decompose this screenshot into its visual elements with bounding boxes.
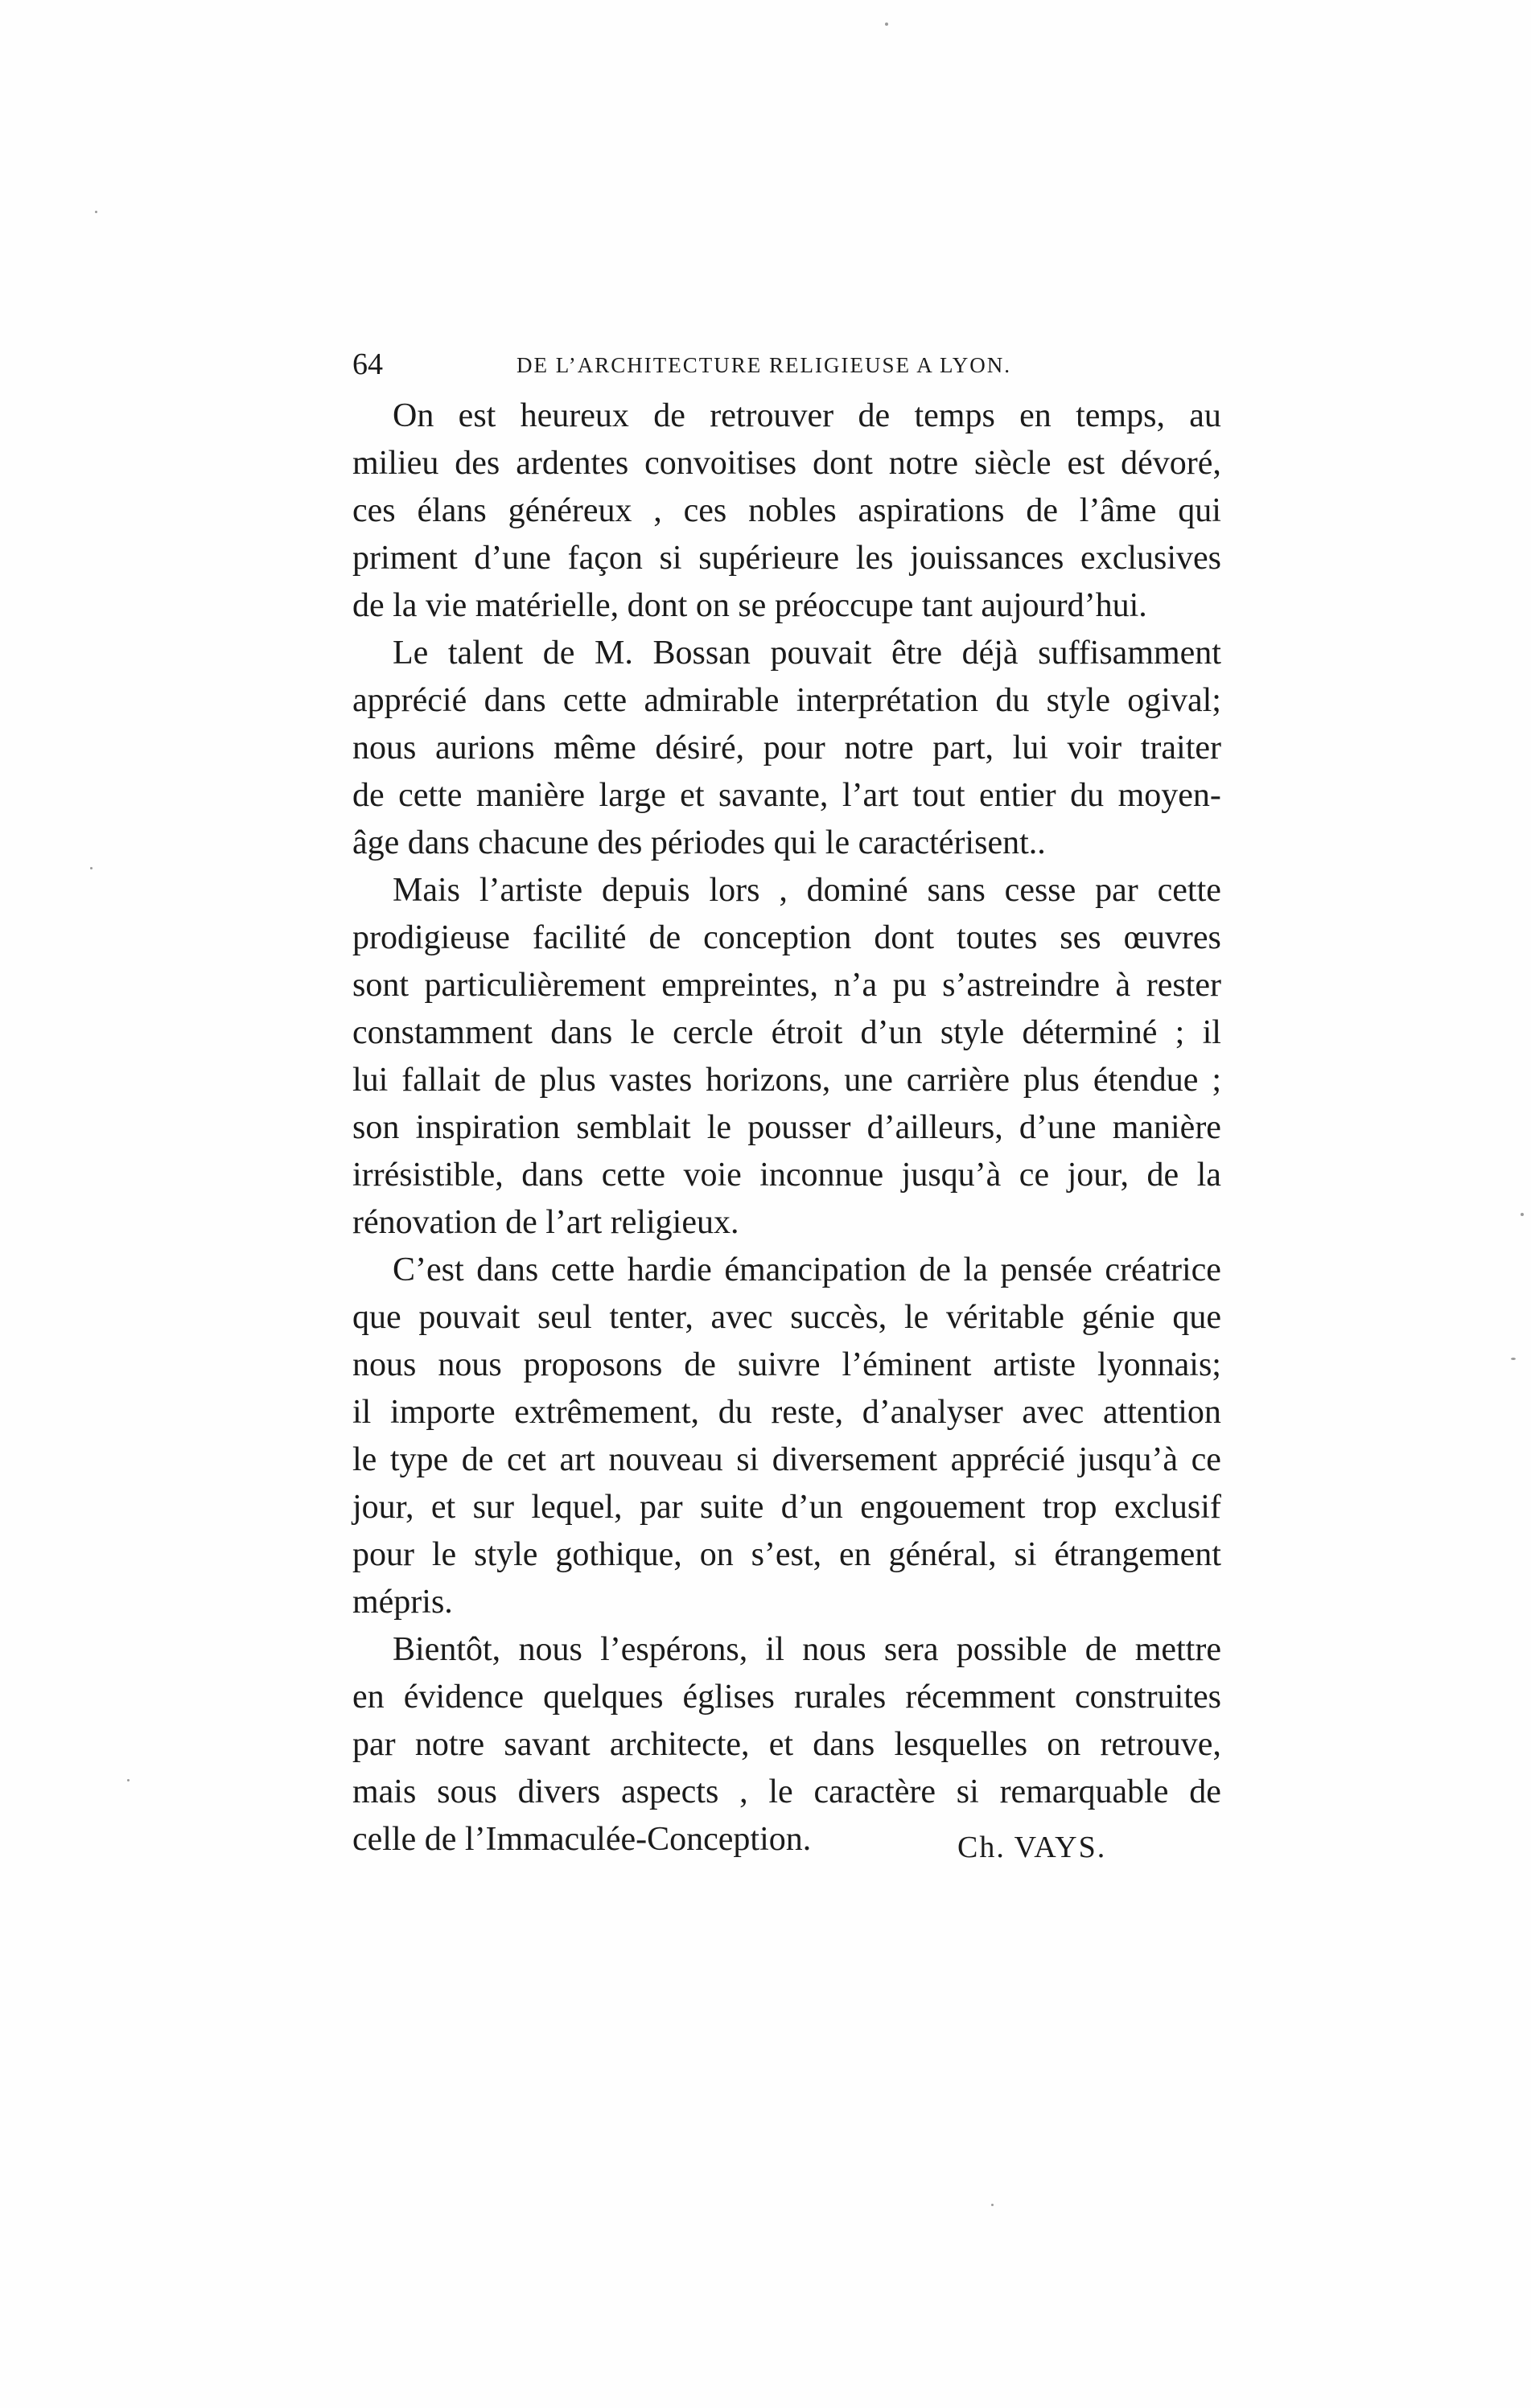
word: ardentes — [516, 445, 629, 482]
text-line — [352, 392, 1221, 440]
word: de — [919, 1251, 951, 1288]
word: la — [963, 1251, 988, 1288]
word: l’éminent — [842, 1346, 972, 1383]
word: reste, — [771, 1394, 844, 1431]
word: de — [653, 397, 685, 434]
text-line — [352, 962, 1221, 1009]
word: génie — [1081, 1299, 1155, 1336]
word: du — [1070, 777, 1105, 814]
word: Bossan — [652, 635, 751, 672]
word: des — [455, 445, 500, 482]
text-line — [352, 1009, 1221, 1057]
word: milieu — [352, 445, 439, 482]
paragraph — [352, 392, 1221, 630]
word: pensée — [1000, 1251, 1093, 1288]
word: pu — [892, 967, 927, 1004]
word: manière — [475, 777, 586, 814]
word: au — [1189, 397, 1221, 434]
word: généreux — [508, 492, 632, 529]
text-line: de la vie matérielle, dont on se préoccupe tant aujourd’hui. — [352, 587, 1147, 624]
word: le — [904, 1299, 929, 1336]
word: jusqu’à — [1078, 1441, 1179, 1478]
word: proposons — [523, 1346, 663, 1383]
scan-speck — [991, 2204, 994, 2206]
word: cette — [562, 682, 628, 719]
text-line: âge dans chacune des périodes qui le caractérisent.. — [352, 824, 1046, 861]
word: cercle — [673, 1014, 754, 1051]
word: sous — [437, 1773, 497, 1810]
word: interprétation — [796, 682, 978, 719]
text-line — [352, 1342, 1221, 1389]
word: en — [838, 1536, 871, 1573]
scan-speck — [1511, 1358, 1516, 1360]
word: jour, — [1067, 1157, 1130, 1194]
word: et — [430, 1489, 456, 1526]
word: sera — [883, 1631, 939, 1668]
word: œuvres — [1123, 919, 1221, 956]
word: semblait — [576, 1109, 691, 1146]
word: cette — [1157, 872, 1221, 909]
word: avec — [1022, 1394, 1084, 1431]
word: que — [352, 1299, 401, 1336]
word: lors — [709, 872, 760, 909]
word: étrangement — [1054, 1536, 1221, 1573]
word: nous — [438, 1346, 502, 1383]
scan-speck — [885, 23, 888, 26]
word: de — [1084, 1631, 1117, 1668]
word: dont — [874, 919, 935, 956]
word: aspects — [621, 1773, 719, 1810]
word: récemment — [905, 1679, 1056, 1716]
word: l’art — [842, 777, 899, 814]
text-line — [352, 630, 1221, 677]
word: son — [352, 1109, 400, 1146]
word: moyen- — [1117, 777, 1221, 814]
word: quelques — [543, 1679, 664, 1716]
word: mettre — [1134, 1631, 1221, 1668]
word: ces — [352, 492, 396, 529]
word: nous — [518, 1631, 582, 1668]
word: ses — [1060, 919, 1101, 956]
word: n’a — [833, 967, 878, 1004]
word: M. — [595, 635, 633, 672]
word: on — [1047, 1726, 1081, 1763]
word: style — [940, 1014, 1005, 1051]
word: dans — [813, 1726, 875, 1763]
word: dans — [550, 1014, 613, 1051]
text-line — [352, 914, 1221, 962]
word: de — [461, 1441, 494, 1478]
word: de — [542, 635, 575, 672]
word: construites — [1075, 1679, 1221, 1716]
word: aurions — [434, 729, 535, 766]
text-line — [352, 867, 1221, 914]
word: traiter — [1140, 729, 1221, 766]
text-line: mépris. — [352, 1584, 453, 1621]
word: depuis — [601, 872, 690, 909]
word: jusqu’à — [901, 1157, 1002, 1194]
word: s’astreindre — [942, 967, 1101, 1004]
text-line — [352, 1769, 1221, 1816]
word: notre — [888, 445, 958, 482]
word: l’âme — [1079, 492, 1157, 529]
word: toutes — [956, 919, 1038, 956]
word: est — [1067, 445, 1105, 482]
word: il — [765, 1631, 784, 1668]
word: dans — [484, 682, 546, 719]
word: manière — [1112, 1109, 1221, 1146]
word: carrière — [906, 1062, 1010, 1099]
word: mais — [352, 1773, 417, 1810]
word: diversement — [772, 1441, 938, 1478]
word: en — [1019, 397, 1052, 434]
word: le — [706, 1109, 732, 1146]
word: priment — [352, 540, 458, 577]
word: façon — [567, 540, 643, 577]
body-text — [352, 392, 1221, 1864]
word: de — [1146, 1157, 1179, 1194]
word: facilité — [532, 919, 627, 956]
word: si — [736, 1441, 759, 1478]
word: temps, — [1076, 397, 1165, 434]
word: le — [630, 1014, 655, 1051]
word: est — [458, 397, 496, 434]
word: par — [1095, 872, 1138, 909]
word: artiste — [993, 1346, 1076, 1383]
word: trop — [1042, 1489, 1097, 1526]
word: pouvait — [418, 1299, 521, 1336]
word: C’est — [393, 1251, 464, 1288]
word: le — [431, 1536, 457, 1573]
word: plus — [1023, 1062, 1080, 1099]
word: exclusives — [1080, 540, 1221, 577]
word: aspirations — [858, 492, 1005, 529]
word: étendue — [1093, 1062, 1199, 1099]
text-line — [352, 1247, 1221, 1294]
word: ; — [1212, 1062, 1221, 1099]
paragraph — [352, 1247, 1221, 1626]
word: être — [891, 635, 942, 672]
text-line — [352, 1104, 1221, 1152]
word: tenter, — [609, 1299, 693, 1336]
word: de — [352, 777, 385, 814]
word: voir — [1067, 729, 1122, 766]
word: si — [956, 1773, 979, 1810]
word: notre — [844, 729, 914, 766]
word: si — [1014, 1536, 1037, 1573]
word: suivre — [737, 1346, 821, 1383]
word: gothique, — [555, 1536, 682, 1573]
word: sur — [472, 1489, 514, 1526]
word: d’une — [1019, 1109, 1097, 1146]
word: d’une — [474, 540, 551, 577]
paragraph — [352, 867, 1221, 1247]
word: il — [352, 1394, 372, 1431]
scan-speck — [1521, 1213, 1524, 1216]
word: lui — [1012, 729, 1048, 766]
word: fallait — [401, 1062, 481, 1099]
word: extrêmement, — [514, 1394, 700, 1431]
word: apprécié — [352, 682, 467, 719]
word: ogival; — [1127, 682, 1221, 719]
word: de — [494, 1062, 526, 1099]
word: d’un — [780, 1489, 843, 1526]
word: le — [768, 1773, 793, 1810]
word: nobles — [748, 492, 837, 529]
word: par — [639, 1489, 683, 1526]
word: qui — [1178, 492, 1221, 529]
word: sont — [352, 967, 410, 1004]
paragraph — [352, 630, 1221, 867]
word: , — [739, 1773, 748, 1810]
text-line: rénovation de l’art religieux. — [352, 1204, 739, 1241]
text-line — [352, 1721, 1221, 1769]
word: entier — [979, 777, 1056, 814]
word: d’ailleurs, — [866, 1109, 1003, 1146]
word: une — [844, 1062, 893, 1099]
word: général, — [888, 1536, 997, 1573]
word: du — [995, 682, 1030, 719]
text-line — [352, 1674, 1221, 1721]
word: même — [554, 729, 636, 766]
running-head — [352, 344, 1056, 384]
scan-speck — [127, 1779, 130, 1781]
word: horizons, — [706, 1062, 831, 1099]
word: temps — [914, 397, 995, 434]
page-number: 64 — [352, 347, 383, 381]
scan-speck — [90, 867, 93, 869]
word: déterminé — [1022, 1014, 1158, 1051]
text-line — [352, 1626, 1221, 1674]
word: lequel, — [531, 1489, 623, 1526]
word: étroit — [771, 1014, 843, 1051]
word: rester — [1146, 967, 1221, 1004]
word: dévoré, — [1121, 445, 1221, 482]
word: ce — [1191, 1441, 1221, 1478]
text-line — [352, 440, 1221, 487]
word: succès, — [790, 1299, 887, 1336]
word: savante, — [718, 777, 829, 814]
word: par — [352, 1726, 396, 1763]
word: retrouve, — [1100, 1726, 1221, 1763]
word: , — [779, 872, 788, 909]
text-line — [352, 1389, 1221, 1436]
word: déjà — [961, 635, 1019, 672]
word: style — [474, 1536, 538, 1573]
word: art — [559, 1441, 595, 1478]
word: , — [653, 492, 662, 529]
word: ; — [1175, 1014, 1185, 1051]
word: particulièrement — [424, 967, 646, 1004]
word: inspiration — [415, 1109, 561, 1146]
word: type — [389, 1441, 449, 1478]
word: pour — [763, 729, 825, 766]
word: dans — [521, 1157, 584, 1194]
word: cet — [506, 1441, 546, 1478]
word: tout — [912, 777, 965, 814]
word: divers — [517, 1773, 601, 1810]
word: l’espérons, — [600, 1631, 748, 1668]
word: admirable — [644, 682, 780, 719]
word: possible — [956, 1631, 1068, 1668]
text-line — [352, 772, 1221, 820]
word: nouveau — [608, 1441, 723, 1478]
word: architecte, — [609, 1726, 750, 1763]
word: désiré, — [655, 729, 745, 766]
text-line — [352, 677, 1221, 725]
word: cesse — [1004, 872, 1076, 909]
word: l’artiste — [479, 872, 583, 909]
word: attention — [1102, 1394, 1221, 1431]
word: pousser — [747, 1109, 851, 1146]
word: d’analyser — [862, 1394, 1003, 1431]
word: exclusif — [1113, 1489, 1221, 1526]
word: inconnue — [759, 1157, 884, 1194]
word: sans — [927, 872, 986, 909]
word: irrésistible, — [352, 1157, 504, 1194]
word: conception — [703, 919, 852, 956]
word: convoitises — [644, 445, 797, 482]
word: églises — [682, 1679, 775, 1716]
word: pouvait — [770, 635, 872, 672]
word: ces — [683, 492, 727, 529]
word: que — [1172, 1299, 1221, 1336]
word: Mais — [393, 872, 460, 909]
word: de — [1026, 492, 1058, 529]
word: en — [352, 1679, 385, 1716]
word: avec — [710, 1299, 773, 1336]
text-line — [352, 535, 1221, 582]
word: jouissances — [910, 540, 1064, 577]
word: et — [768, 1726, 794, 1763]
word: Le — [393, 635, 429, 672]
word: siècle — [973, 445, 1052, 482]
word: style — [1046, 682, 1110, 719]
text-line — [352, 1484, 1221, 1531]
text-line — [352, 1152, 1221, 1199]
word: de — [684, 1346, 716, 1383]
word: cette — [398, 777, 463, 814]
word: créatrice — [1105, 1251, 1221, 1288]
word: évidence — [403, 1679, 525, 1716]
word: de — [858, 397, 891, 434]
word: la — [1196, 1157, 1221, 1194]
word: dominé — [806, 872, 908, 909]
word: plus — [539, 1062, 596, 1099]
word: constamment — [352, 1014, 533, 1051]
word: si — [659, 540, 682, 577]
word: du — [718, 1394, 752, 1431]
word: cette — [601, 1157, 665, 1194]
word: jour, — [352, 1489, 414, 1526]
word: on — [699, 1536, 734, 1573]
running-title: DE L’ARCHITECTURE RELIGIEUSE A LYON. — [517, 353, 1012, 377]
word: il — [1202, 1014, 1221, 1051]
word: véritable — [946, 1299, 1064, 1336]
word: s’est, — [751, 1536, 822, 1573]
word: cette — [550, 1251, 615, 1288]
word: savant — [504, 1726, 591, 1763]
word: seul — [537, 1299, 592, 1336]
word: empreintes, — [661, 967, 818, 1004]
text-line — [352, 1436, 1221, 1484]
word: part, — [932, 729, 994, 766]
word: d’un — [860, 1014, 923, 1051]
word: nous — [352, 729, 417, 766]
word: dont — [813, 445, 873, 482]
word: engouement — [860, 1489, 1026, 1526]
word: émancipation — [724, 1251, 907, 1288]
word: élans — [417, 492, 487, 529]
word: lyonnais; — [1097, 1346, 1221, 1383]
word: rurales — [793, 1679, 887, 1716]
word: à — [1115, 967, 1131, 1004]
word: nous — [352, 1346, 417, 1383]
word: prodigieuse — [352, 919, 510, 956]
word: retrouver — [710, 397, 834, 434]
word: importe — [390, 1394, 496, 1431]
text-line — [352, 1294, 1221, 1342]
word: apprécié — [950, 1441, 1065, 1478]
text-line — [352, 725, 1221, 772]
word: Bientôt, — [393, 1631, 501, 1668]
text-line — [352, 1057, 1221, 1104]
word: lesquelles — [894, 1726, 1028, 1763]
word: On — [393, 397, 434, 434]
word: notre — [414, 1726, 485, 1763]
text-line — [352, 1531, 1221, 1579]
word: remarquable — [999, 1773, 1169, 1810]
word: hardie — [627, 1251, 712, 1288]
word: de — [1189, 1773, 1221, 1810]
author-signature: Ch. VAYS. — [957, 1831, 1107, 1864]
word: dans — [476, 1251, 539, 1288]
word: de — [648, 919, 681, 956]
word: large — [599, 777, 666, 814]
text-line: celle de l’Immaculée-Conception. — [352, 1821, 812, 1858]
word: pour — [352, 1536, 414, 1573]
word: supérieure — [698, 540, 840, 577]
word: les — [855, 540, 894, 577]
word: talent — [447, 635, 524, 672]
word: le — [352, 1441, 377, 1478]
word: lui — [352, 1062, 389, 1099]
word: et — [680, 777, 705, 814]
text-line — [352, 487, 1221, 535]
word: ce — [1019, 1157, 1050, 1194]
word: vastes — [609, 1062, 693, 1099]
scan-speck — [95, 211, 97, 213]
word: suite — [700, 1489, 764, 1526]
word: nous — [802, 1631, 866, 1668]
word: caractère — [813, 1773, 936, 1810]
word: heureux — [520, 397, 629, 434]
word: voie — [683, 1157, 742, 1194]
word: suffisamment — [1038, 635, 1221, 672]
